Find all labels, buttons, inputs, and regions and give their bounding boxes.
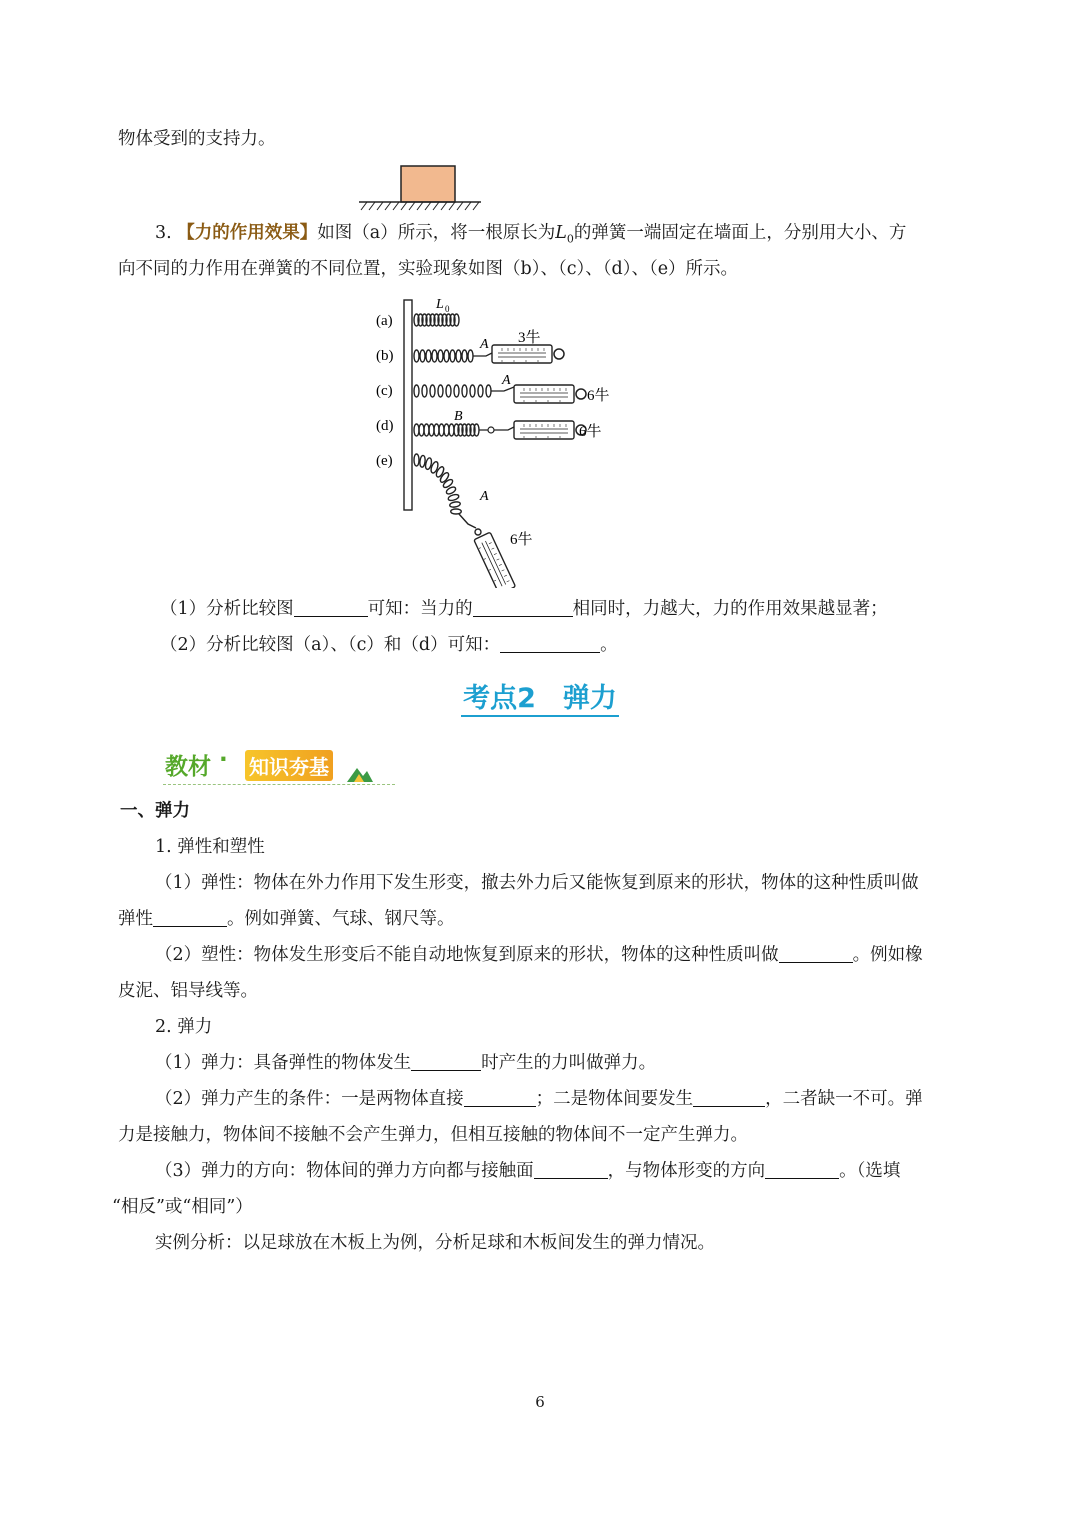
point-a-label-e: A — [480, 489, 489, 504]
banner-text-right: 知识夯基 — [245, 750, 333, 781]
point-a-label-b: A — [480, 337, 489, 352]
spring-a — [414, 314, 459, 326]
answer-blank[interactable] — [411, 1052, 481, 1071]
paragraph: （2）弹力产生的条件：一是两物体直接 ；二是物体间要发生 ，二者缺一不可。弹 — [155, 1089, 923, 1109]
mountain-icon — [345, 764, 375, 784]
answer-blank[interactable] — [153, 908, 227, 927]
answer-blank[interactable] — [473, 598, 573, 617]
section-title: 考点2 弹力 — [0, 676, 1080, 715]
question-tag: 【力的作用效果】 — [177, 223, 318, 243]
answer-blank[interactable] — [500, 634, 600, 653]
paragraph: 弹性 。例如弹簧、气球、钢尺等。 — [118, 909, 455, 929]
paragraph: 2. 弹力 — [155, 1017, 213, 1037]
force-label-b: 3牛 — [518, 330, 541, 346]
answer-blank[interactable] — [534, 1160, 608, 1179]
figure-label-b: (b) — [376, 348, 394, 364]
figure-label-e: (e) — [376, 453, 393, 469]
paragraph: （1）弹力：具备弹性的物体发生 时产生的力叫做弹力。 — [155, 1053, 657, 1073]
spring-e — [414, 454, 481, 535]
sub-question-2: （2）分析比较图（a）、（c）和（d）可知： 。 — [160, 635, 618, 655]
sub-question-1: （1）分析比较图 可知：当力的 相同时，力越大，力的作用效果越显著； — [160, 599, 888, 619]
spring-scale-c — [514, 385, 586, 403]
spring-c — [414, 385, 514, 397]
spring-experiment-figure — [370, 292, 620, 588]
force-label-c: 6牛 — [587, 388, 610, 404]
figure-label-d: (d) — [376, 418, 394, 434]
l0-label: L — [436, 297, 444, 312]
question-3-line-1: 3. 【力的作用效果】如图（a）所示，将一根原长为$L_0$的弹簧一端固定在墙面上，分别用大小、方 — [155, 223, 907, 246]
force-label-e: 6牛 — [510, 532, 533, 548]
banner-text-left: 教材 — [165, 754, 211, 780]
paragraph: 1. 弹性和塑性 — [155, 837, 265, 857]
page-number: 6 — [535, 1393, 545, 1411]
figure-label-c: (c) — [376, 383, 393, 399]
answer-blank[interactable] — [765, 1160, 839, 1179]
spring-d — [414, 424, 514, 436]
answer-blank[interactable] — [779, 944, 853, 963]
answer-blank[interactable] — [294, 598, 368, 617]
spring-scale-b — [492, 345, 564, 363]
question-3-line-2: 向不同的力作用在弹簧的不同位置，实验现象如图（b）、（c）、（d）、（e）所示。 — [118, 259, 739, 279]
spring-scale-d — [514, 421, 586, 439]
figure-label-a: (a) — [376, 313, 393, 329]
point-b-label: B — [454, 409, 463, 424]
answer-blank[interactable] — [464, 1088, 536, 1107]
force-label-d: 6牛 — [579, 424, 602, 440]
banner-dot: · — [219, 747, 228, 773]
answer-blank[interactable] — [693, 1088, 765, 1107]
banner-underline — [163, 784, 395, 785]
box-on-ground-figure — [355, 164, 485, 212]
text-line: 物体受到的支持力。 — [118, 129, 276, 149]
paragraph: “相反”或“相同”） — [112, 1197, 253, 1217]
point-a-label-c: A — [502, 373, 511, 388]
paragraph: 力是接触力，物体间不接触不会产生弹力，但相互接触的物体间不一定产生弹力。 — [118, 1125, 748, 1145]
knowledge-banner — [163, 748, 395, 788]
paragraph: 皮泥、铝导线等。 — [118, 981, 258, 1001]
l0-subscript: 0 — [445, 304, 450, 314]
heading-elastic-force: 一、弹力 — [120, 801, 190, 821]
paragraph: 实例分析：以足球放在木板上为例，分析足球和木板间发生的弹力情况。 — [155, 1233, 715, 1253]
paragraph: （3）弹力的方向：物体间的弹力方向都与接触面 ，与物体形变的方向 。（选填 — [155, 1161, 901, 1181]
paragraph: （1）弹性：物体在外力作用下发生形变，撤去外力后又能恢复到原来的形状，物体的这种性质叫做 — [155, 873, 919, 893]
paragraph: （2）塑性：物体发生形变后不能自动地恢复到原来的形状，物体的这种性质叫做 。例如橡 — [155, 945, 923, 965]
